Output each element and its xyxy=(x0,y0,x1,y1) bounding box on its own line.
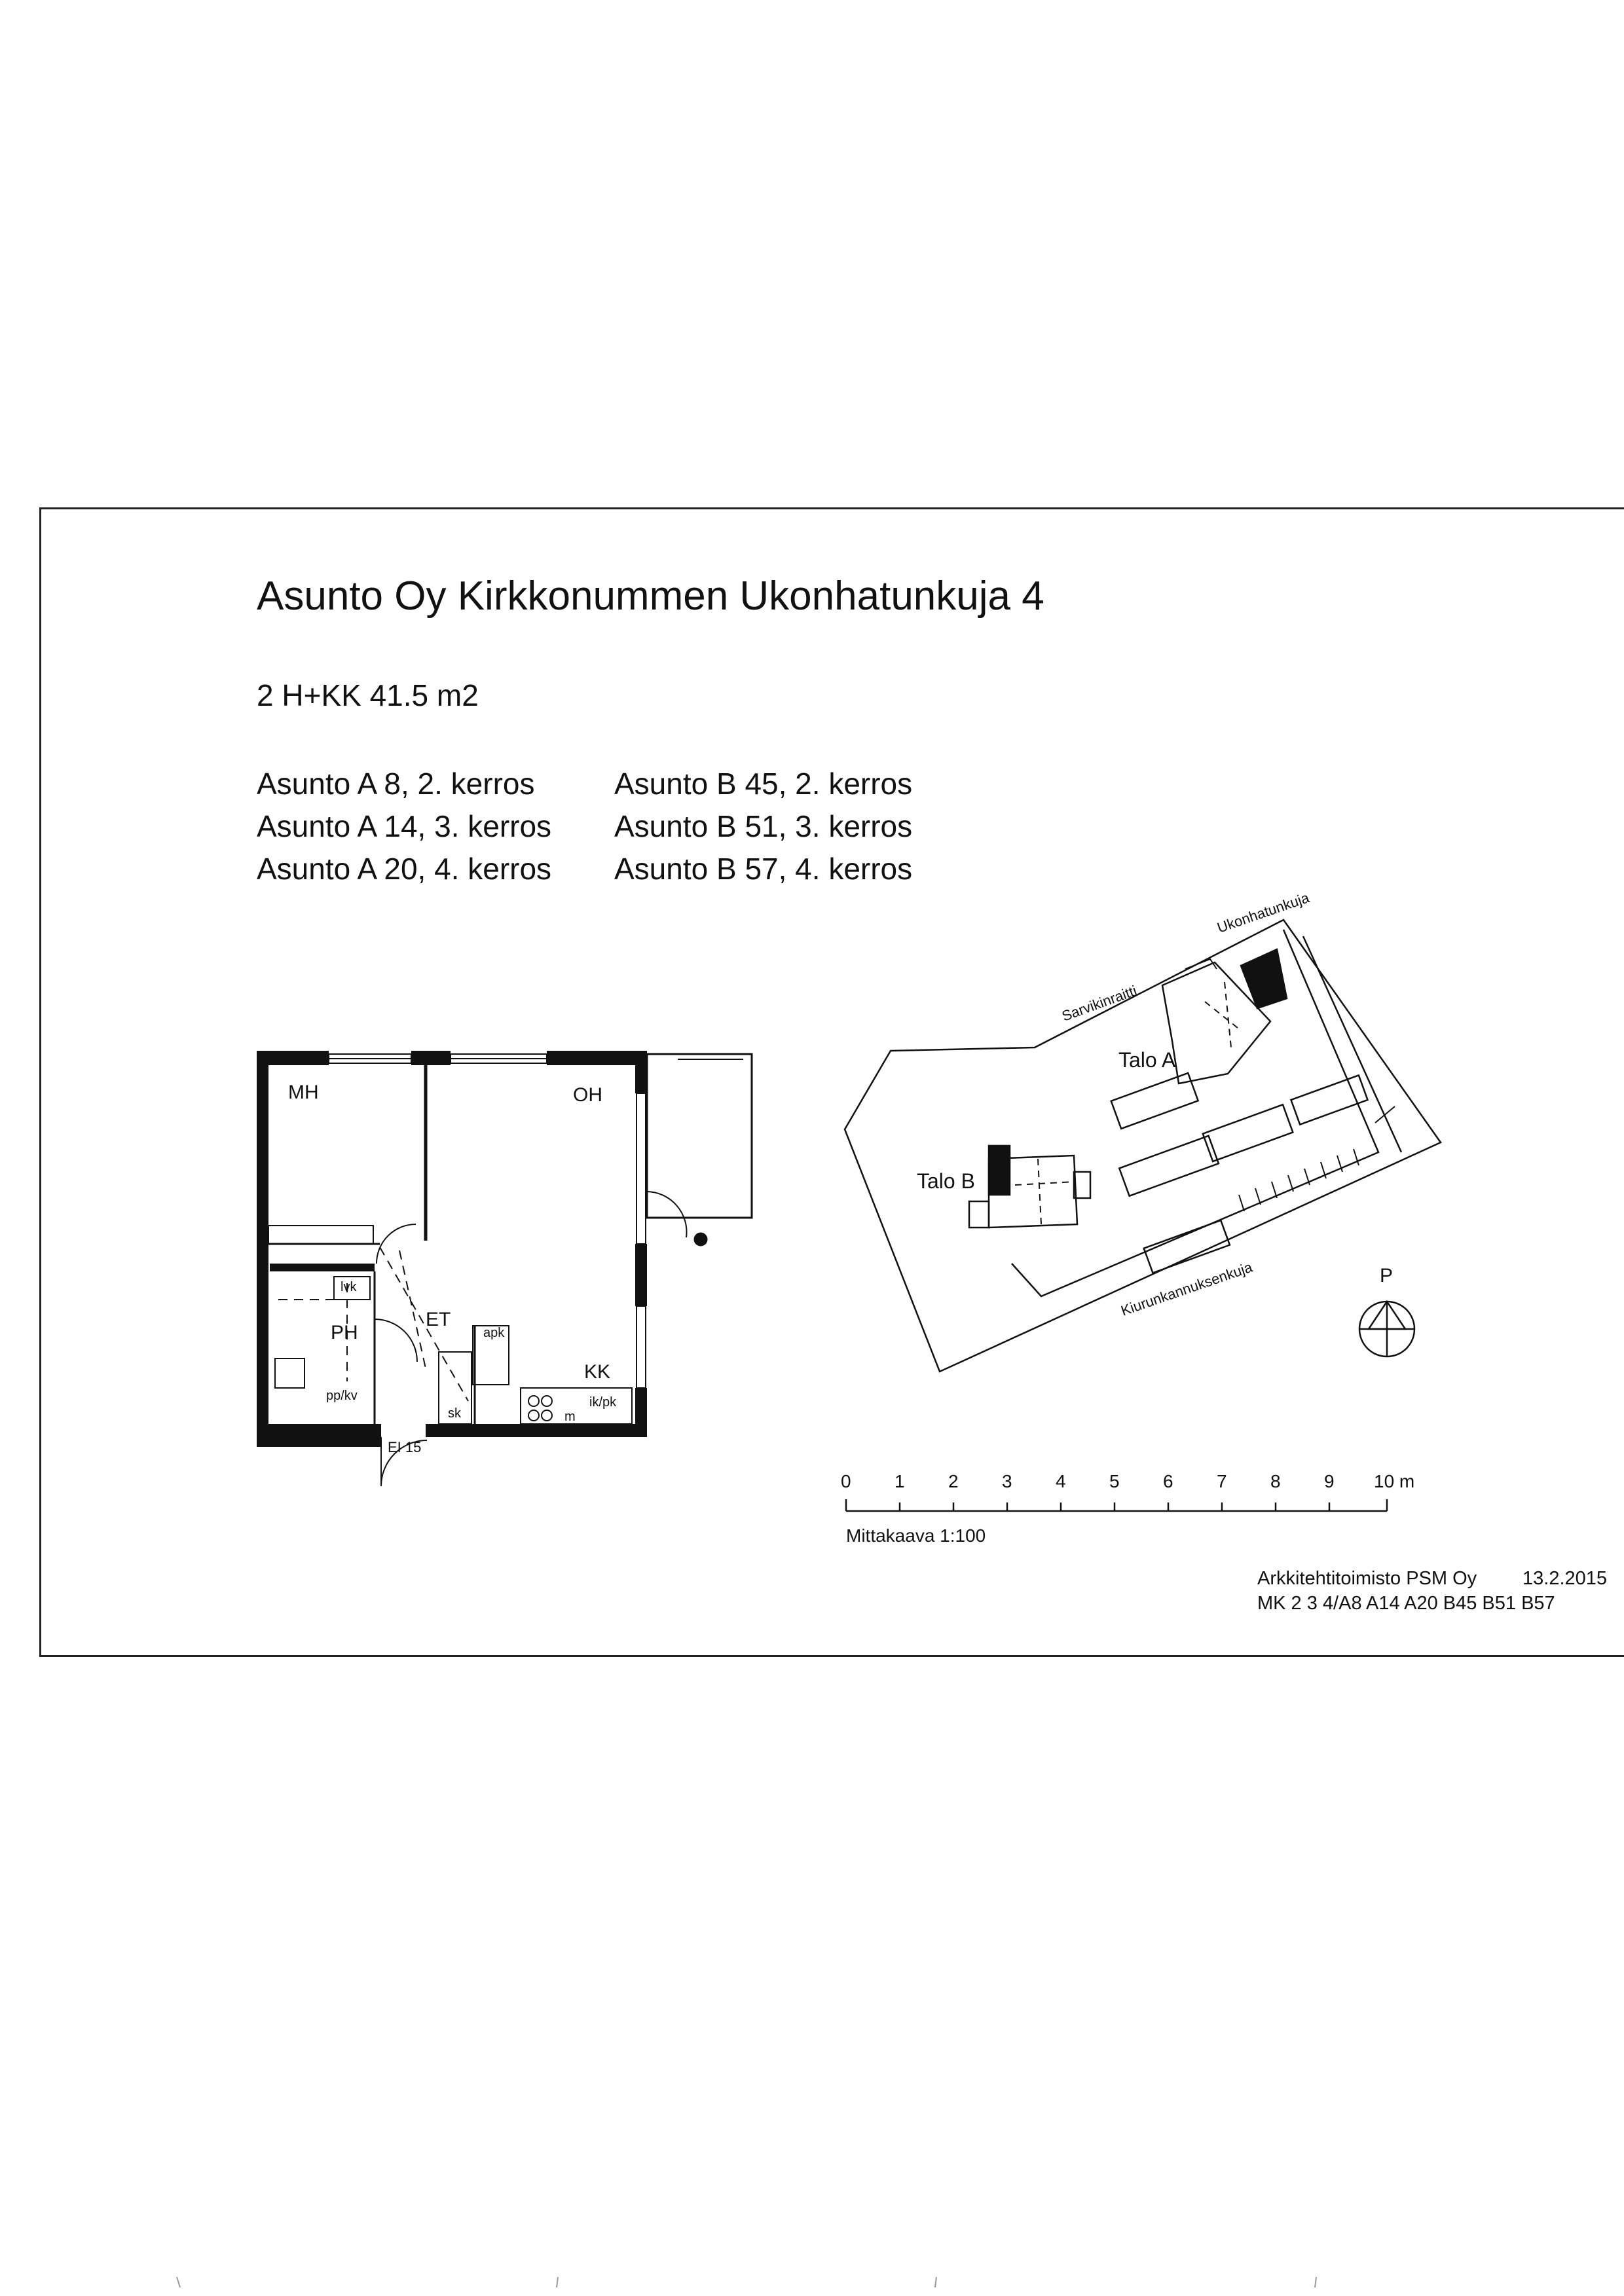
label-pp-kv: pp/kv xyxy=(326,1389,358,1403)
unit-list-item: Asunto B 57, 4. kerros xyxy=(614,852,913,886)
floor-plan xyxy=(257,1051,752,1486)
scale-tick-label: 7 xyxy=(1217,1471,1227,1491)
road-edge xyxy=(1303,936,1401,1152)
scan-marks xyxy=(177,2277,1316,2287)
wall-segment xyxy=(547,1051,645,1065)
drawing-date: 13.2.2015 xyxy=(1522,1568,1608,1589)
unit-list-item: Asunto A 8, 2. kerros xyxy=(257,767,535,801)
street-label-kiurunkannuksenkuja: Kiurunkannuksenkuja xyxy=(1118,1258,1255,1319)
carport xyxy=(1111,1073,1198,1129)
scale-tick-label: 6 xyxy=(1163,1471,1173,1491)
scale-tick-label: 2 xyxy=(948,1471,959,1491)
room-label-kk: KK xyxy=(584,1361,611,1383)
drawing-code: MK 2 3 4/A8 A14 A20 B45 B51 B57 xyxy=(1257,1593,1555,1614)
window xyxy=(637,1306,646,1388)
scale-label: Mittakaava 1:100 xyxy=(846,1525,986,1546)
page-title: Asunto Oy Kirkkonummen Ukonhatunkuja 4 xyxy=(257,574,1044,619)
wall-segment xyxy=(257,1051,268,1447)
scale-tick-label: 9 xyxy=(1324,1471,1335,1491)
wall-segment xyxy=(411,1051,451,1065)
architect-office: Arkkitehtitoimisto PSM Oy xyxy=(1257,1568,1477,1589)
bedroom-door xyxy=(377,1224,416,1264)
label-m: m xyxy=(564,1410,576,1424)
wall-segment xyxy=(635,1388,647,1437)
wall-segment xyxy=(635,1051,647,1093)
building-label-talo-a: Talo A xyxy=(1118,1048,1176,1072)
street-label-ukonhatunkuja: Ukonhatunkuja xyxy=(1215,889,1312,936)
room-label-mh: MH xyxy=(288,1082,319,1103)
label-apk: apk xyxy=(483,1326,505,1340)
wall-segment xyxy=(426,1424,645,1437)
unit-list-item: Asunto B 45, 2. kerros xyxy=(614,767,913,801)
label-ei15: EI 15 xyxy=(388,1439,422,1455)
room-label-ph: PH xyxy=(331,1322,358,1343)
lamp-dot xyxy=(695,1233,707,1245)
north-arrow-icon xyxy=(1359,1302,1414,1357)
balcony xyxy=(647,1054,752,1218)
toilet xyxy=(275,1358,304,1388)
scale-tick-label: 8 xyxy=(1270,1471,1281,1491)
north-label: P xyxy=(1380,1265,1393,1286)
unit-list-item: Asunto B 51, 3. kerros xyxy=(614,809,913,843)
room-label-oh: OH xyxy=(573,1084,602,1106)
scale-tick-label: 4 xyxy=(1056,1471,1066,1491)
carport xyxy=(1119,1136,1219,1196)
wall-segment xyxy=(635,1244,647,1306)
building-talo-b xyxy=(969,1146,1090,1228)
scale-tick-label: 10 m xyxy=(1374,1471,1415,1491)
label-ik-pk: ik/pk xyxy=(589,1395,617,1410)
window xyxy=(637,1093,646,1244)
carport xyxy=(1203,1104,1293,1161)
unit-list-item: Asunto A 20, 4. kerros xyxy=(257,852,552,886)
scale-bar xyxy=(846,1499,1387,1511)
label-sk: sk xyxy=(448,1406,461,1421)
room-label-et: ET xyxy=(426,1309,451,1330)
label-lvk: lvk xyxy=(341,1280,357,1294)
building-label-talo-b: Talo B xyxy=(917,1169,975,1193)
scale-tick-label: 5 xyxy=(1109,1471,1120,1491)
wall-segment xyxy=(257,1424,381,1447)
street-label-sarvikinraitti: Sarvikinraitti xyxy=(1060,982,1139,1025)
building-talo-a xyxy=(1162,949,1287,1084)
scale-ticks xyxy=(841,1471,1414,1491)
scale-tick-label: 3 xyxy=(1002,1471,1012,1491)
road xyxy=(1012,930,1378,1296)
bath-door xyxy=(375,1319,417,1362)
wall-segment xyxy=(270,1264,375,1271)
scale-tick-label: 1 xyxy=(895,1471,905,1491)
balcony-door xyxy=(647,1192,687,1237)
apartment-type-area: 2 H+KK 41.5 m2 xyxy=(257,678,479,712)
scale-tick-label: 0 xyxy=(841,1471,851,1491)
parking-lines xyxy=(1239,1106,1395,1211)
unit-list-item: Asunto A 14, 3. kerros xyxy=(257,809,552,843)
